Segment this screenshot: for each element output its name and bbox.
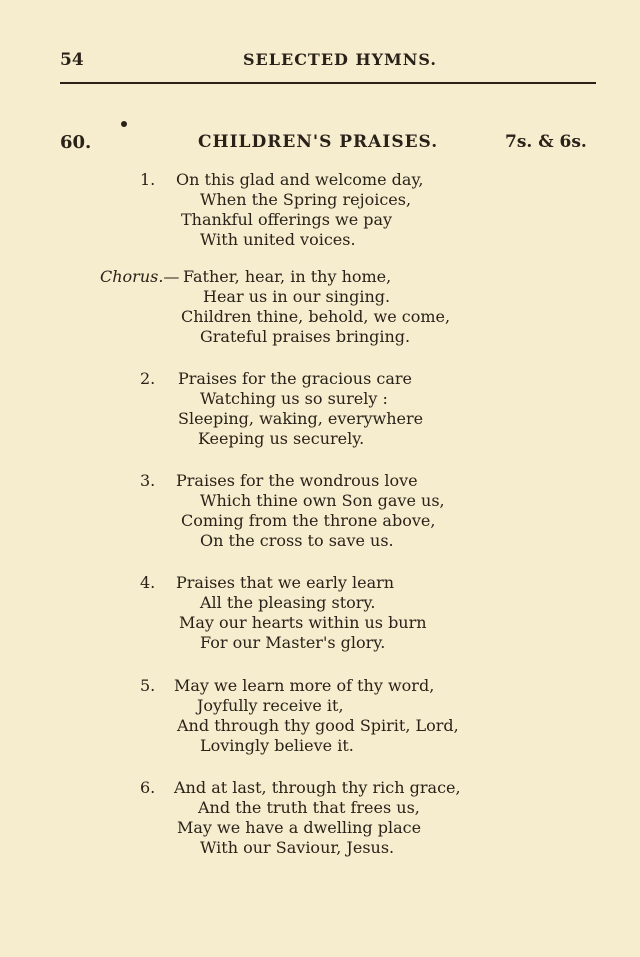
hymn-meter: 7s. & 6s. [505, 132, 587, 152]
page-number: 54 [60, 50, 84, 70]
stanza-line: May our hearts within us burn [179, 613, 427, 632]
stanza-line: Sleeping, waking, everywhere [178, 409, 424, 428]
stanza-line: Praises that we early learn [176, 573, 395, 592]
stanza-line: On the cross to save us. [200, 531, 394, 550]
stanza-line: And at last, through thy rich grace, [174, 778, 461, 797]
stanza-line: With our Saviour, Jesus. [200, 838, 395, 857]
stanza-number: 1. [140, 170, 156, 189]
stanza-line: Hear us in our singing. [203, 287, 391, 306]
stanza-line: Children thine, behold, we come, [181, 307, 451, 326]
stanza-line: Praises for the wondrous love [176, 471, 418, 490]
stanza-line: May we have a dwelling place [177, 818, 422, 837]
stanza-line: Watching us so surely : [200, 389, 388, 408]
header-rule [60, 82, 596, 84]
stanza-line: May we learn more of thy word, [174, 676, 435, 695]
stanza-line: Coming from the throne above, [181, 511, 436, 530]
stanza-line: Thankful offerings we pay [181, 210, 393, 229]
running-title: SELECTED HYMNS. [243, 50, 437, 69]
stanza-line: Father, hear, in thy home, [183, 267, 392, 286]
stanza-line: Joyfully receive it, [197, 696, 344, 715]
stanza-line: Lovingly believe it. [200, 736, 354, 755]
stanza-line: And through thy good Spirit, Lord, [177, 716, 459, 735]
stanza-number: 4. [140, 573, 156, 592]
stanza-line: For our Master's glory. [200, 633, 386, 652]
stanza-line: Grateful praises bringing. [200, 327, 411, 346]
stanza-line: Which thine own Son gave us, [200, 491, 445, 510]
stanza-number: 6. [140, 778, 156, 797]
stanza-line: Keeping us securely. [198, 429, 365, 448]
stanza-line: And the truth that frees us, [198, 798, 420, 817]
running-head [0, 50, 640, 74]
stanza-line: On this glad and welcome day, [176, 170, 424, 189]
stanza-number: 3. [140, 471, 156, 490]
hymn-heading [0, 132, 640, 156]
stanza-line: All the pleasing story. [200, 593, 376, 612]
hymn-number: 60. [60, 132, 92, 153]
hymn-title: CHILDREN'S PRAISES. [198, 132, 439, 152]
stanza-line: Praises for the gracious care [178, 369, 412, 388]
stanza-line: When the Spring rejoices, [200, 190, 412, 209]
stanza-line: With united voices. [200, 230, 356, 249]
stanza-number: 2. [140, 369, 156, 388]
stanza-number: 5. [140, 676, 156, 695]
chorus-label: Chorus.— [100, 267, 180, 286]
ink-dot [121, 121, 127, 127]
